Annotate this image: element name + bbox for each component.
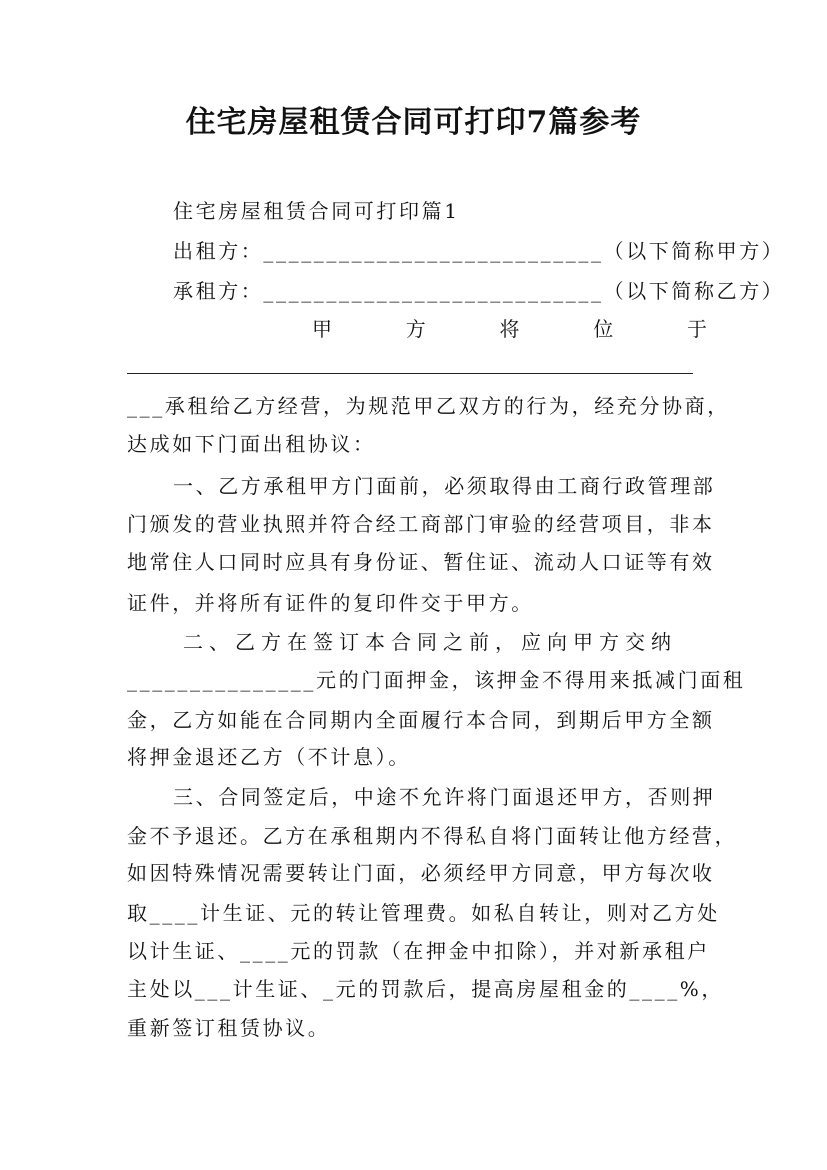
clause-3-line: 取____计生证、元的转让管理费。如私自转让，则对乙方处 — [127, 901, 720, 925]
clause-1-line: 证件，并将所有证件的复印件交于甲方。 — [127, 591, 534, 615]
document-title: 住宅房屋租赁合同可打印7篇参考 — [185, 105, 642, 140]
location-line — [312, 309, 707, 349]
lessor-line: 出租方：___________________________（以下简称甲方） — [173, 239, 785, 263]
clause-2-line: 金，乙方如能在合同期内全面履行本合同，到期后甲方全额 — [127, 708, 715, 732]
section-heading: 住宅房屋租赁合同可打印篇1 — [173, 199, 460, 223]
clause-1-line: 地常住人口同时应具有身份证、暂住证、流动人口证等有效 — [127, 550, 715, 574]
clause-3-line: 主处以___计生证、_元的罚款后，提高房屋租金的____%， — [127, 977, 725, 1001]
paragraph-line: 达成如下门面出租协议： — [127, 432, 376, 456]
clause-3-line: 金不予退还。乙方在承租期内不得私自将门面转让他方经营， — [127, 824, 738, 848]
location-char: 方 — [405, 317, 426, 341]
location-char: 将 — [499, 317, 520, 341]
clause-2-line: _______________元的门面押金，该押金不得用来抵减门面租 — [127, 668, 746, 692]
clause-1-line: 一、乙方承租甲方门面前，必须取得由工商行政管理部 — [173, 474, 716, 498]
location-char: 于 — [687, 317, 707, 341]
clause-2-line: 将押金退还乙方（不计息）。 — [127, 745, 411, 769]
clause-1-line: 门颁发的营业执照并符合经工商部门审验的经营项目，非本 — [127, 512, 715, 536]
lessee-line: 承租方：___________________________（以下简称乙方） — [173, 279, 785, 303]
location-blank-rule — [127, 373, 693, 374]
clause-3-line: 三、合同签定后，中途不允许将门面退还甲方，否则押 — [173, 785, 716, 809]
clause-3-line: 重新签订租赁协议。 — [127, 1016, 331, 1040]
clause-3-line: 以计生证、____元的罚款（在押金中扣除），并对新承租户 — [127, 939, 710, 963]
location-char: 位 — [593, 317, 614, 341]
clause-3-line: 如因特殊情况需要转让门面，必须经甲方同意，甲方每次收 — [127, 861, 715, 885]
location-char: 甲 — [312, 317, 332, 341]
clause-2-line: 二、乙方在签订本合同之前，应向甲方交纳 — [183, 630, 677, 654]
paragraph-line: ___承租给乙方经营，为规范甲乙双方的行为，经充分协商， — [127, 394, 730, 418]
